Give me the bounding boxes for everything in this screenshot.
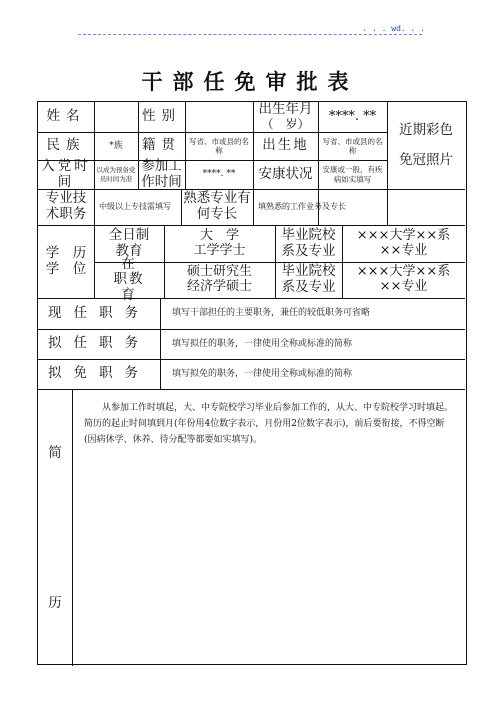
origin-label: 籍贯	[142, 137, 181, 154]
ethnic-value[interactable]: *族	[109, 140, 123, 151]
removed-position-hint[interactable]: 填写拟免的职务，一律使用全称或标准的简称	[172, 368, 353, 379]
fulltime-degree-line1: 大 学	[199, 227, 239, 243]
header-mark: . . . wd. . .	[362, 24, 425, 33]
proposed-position-hint[interactable]: 填写拟任的职务，一律使用全称或标准的简称	[172, 338, 353, 349]
photo-box[interactable]	[387, 102, 465, 189]
gender-field[interactable]	[185, 102, 253, 132]
work-start-value[interactable]: ****. **	[202, 169, 236, 180]
photo-label-line1: 近期彩色	[399, 121, 453, 138]
fulltime-school-label: 毕业院校系及专业	[281, 226, 336, 259]
proposed-position-label: 拟任职务	[48, 335, 150, 352]
name-field[interactable]	[94, 102, 138, 132]
health-label: 安康状况	[258, 165, 313, 182]
resume-label-top: 简	[48, 445, 62, 462]
parttime-degree-line2: 经济学硕士	[186, 279, 252, 294]
specialty-hint[interactable]: 填熟悉的工作业务及专长	[258, 202, 346, 211]
tech-title-hint[interactable]: 中级以上专技需填写	[99, 202, 171, 211]
parttime-education-label: 在 职教 育	[113, 255, 160, 303]
appointment-form-table	[37, 101, 467, 665]
parttime-degree[interactable]	[164, 262, 275, 298]
photo-label-line2: 免冠照片	[399, 151, 453, 168]
gender-label: 性别	[142, 108, 181, 125]
party-hint[interactable]: 以成为预备党员时间为准	[96, 166, 136, 183]
removed-position-label: 拟免职务	[48, 365, 150, 382]
education-group-label	[38, 225, 94, 298]
birth-label-text: 出生年月	[258, 101, 313, 118]
ethnic-label: 民族	[46, 137, 86, 154]
fulltime-degree[interactable]	[164, 225, 275, 262]
resume-instructions: 从参加工作时填起，大、中专院校学习毕业后参加工作的，从大、中专院校学习时填起。简历的起止时间填到月(年份用4位数字表示，月份用2位数字表示)，前后要衔接，不得空断(因病休学、休养、待分配等都要如实填写)。	[84, 403, 454, 445]
fulltime-education-label: 全日制教育	[108, 226, 150, 259]
resume-field[interactable]	[72, 389, 465, 663]
current-position-label: 现任职务	[48, 304, 150, 321]
parttime-degree-line1: 硕士研究生	[186, 264, 252, 280]
age-label-text: （ 岁）	[261, 116, 310, 131]
party-label: 入党时间	[41, 157, 91, 190]
fulltime-school-value[interactable]: ×××大学××系××专业	[356, 227, 451, 258]
resume-label-bottom: 历	[48, 595, 62, 612]
birthplace-hint[interactable]: 写省、市或县的名称	[322, 136, 383, 155]
parttime-school-value[interactable]: ×××大学××系××专业	[356, 264, 451, 294]
page-title: 干部任免审批表	[141, 69, 359, 94]
education-label: 学 历	[45, 244, 87, 261]
work-start-label: 参加工作时间	[141, 157, 182, 190]
origin-hint[interactable]: 写省、市或县的名称	[189, 136, 249, 155]
header-dashed-line	[78, 34, 422, 35]
current-position-hint[interactable]: 填写干部担任的主要职务，兼任的较低职务可省略	[172, 308, 371, 319]
fulltime-degree-line2: 工学学士	[193, 242, 246, 258]
birth-value[interactable]: ****. **	[328, 108, 377, 124]
parttime-school-label: 毕业院校系及专业	[281, 263, 336, 295]
birthplace-label: 出生地	[262, 137, 309, 154]
birth-label	[253, 102, 318, 132]
tech-title-label: 专业技术职务	[45, 190, 87, 222]
name-label: 姓名	[46, 108, 86, 125]
specialty-label: 熟悉专业有何专长	[183, 190, 251, 222]
health-hint[interactable]: 安康或一般，有疾病如实填写	[322, 165, 383, 184]
degree-label: 学 位	[45, 260, 87, 277]
